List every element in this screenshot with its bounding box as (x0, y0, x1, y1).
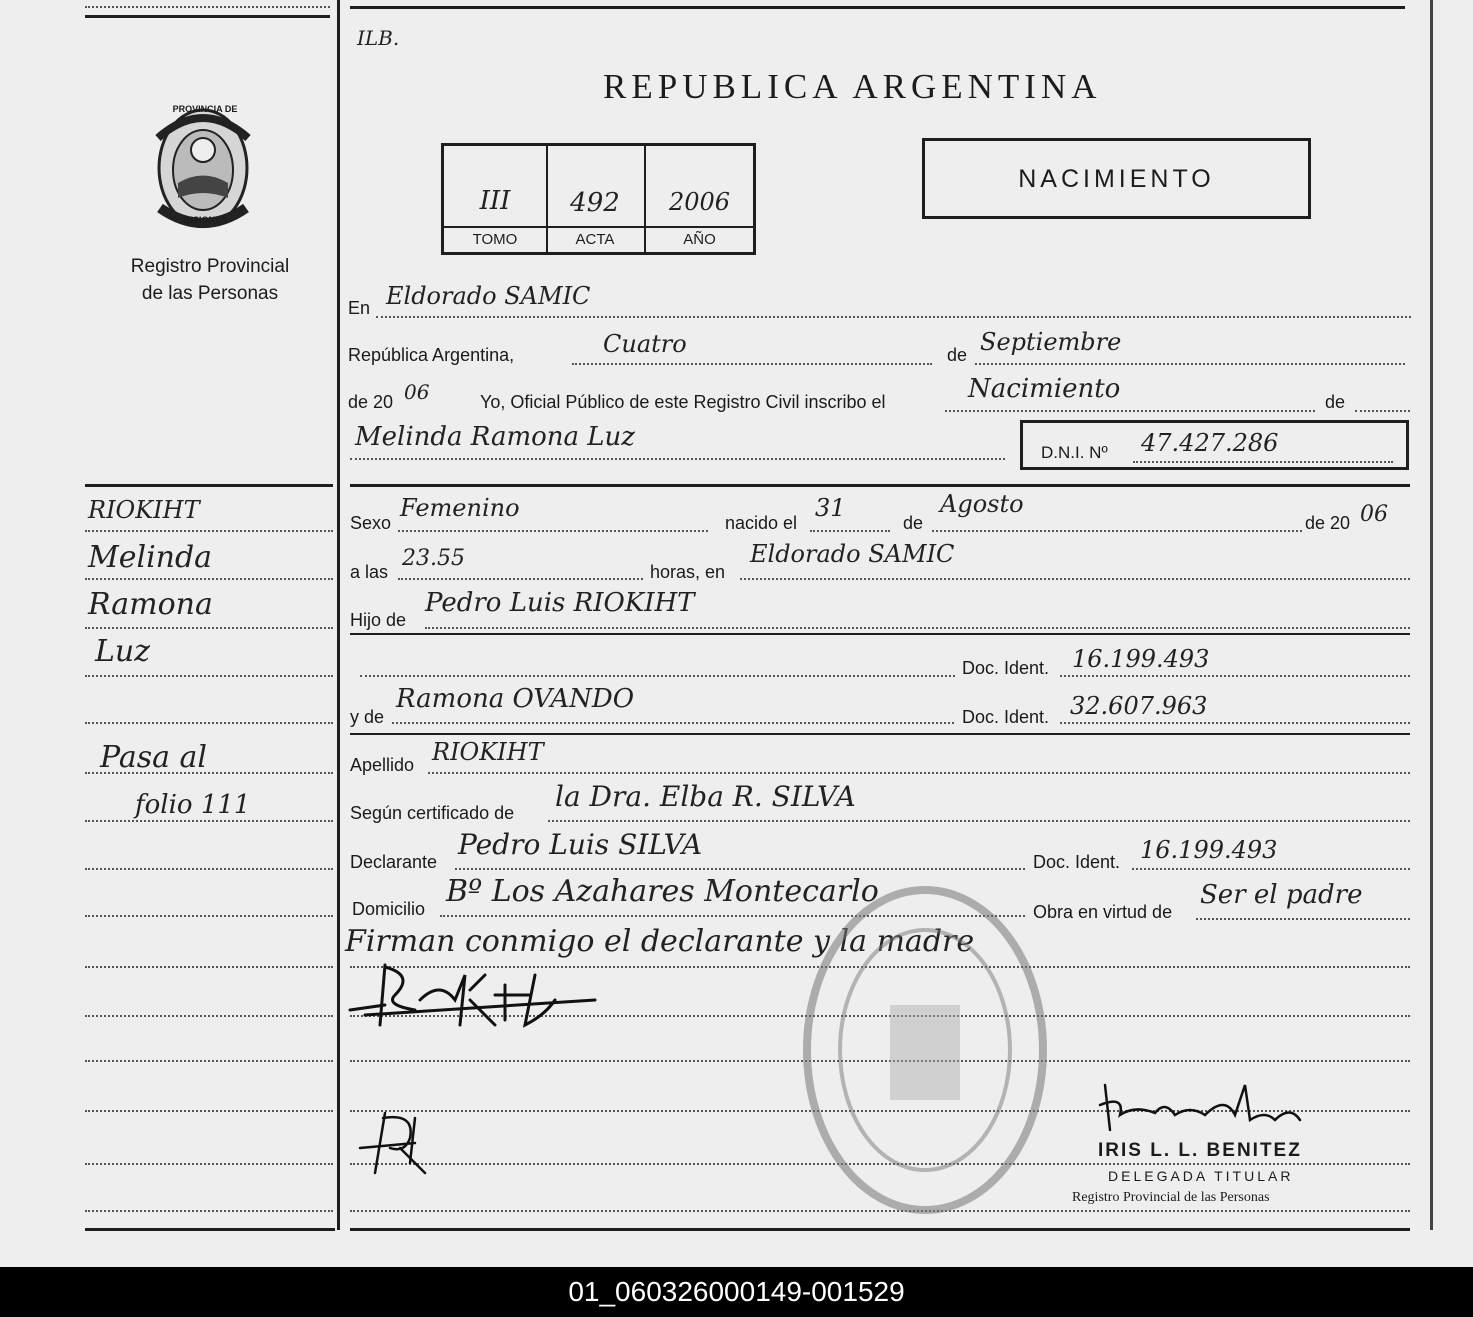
column-divider (337, 0, 340, 1230)
de-label-3: de (903, 513, 924, 533)
person-name: Melinda Ramona Luz (355, 422, 635, 452)
margin-name2: Ramona (88, 587, 213, 622)
birth-month: Agosto (940, 490, 1024, 518)
domicilio-value: Bº Los Azahares Montecarlo (446, 874, 879, 909)
year-prefix-label: de 20 (348, 392, 394, 412)
margin-name1: Melinda (88, 540, 213, 575)
dni-value: 47.427.286 (1141, 429, 1279, 457)
acta-value: 492 (570, 188, 620, 218)
document-type-box: NACIMIENTO (922, 138, 1311, 219)
birth-year-suffix: 06 (1360, 502, 1388, 527)
birth-year-prefix: de 20 (1305, 513, 1351, 533)
dni-label: D.N.I. Nº (1041, 443, 1108, 462)
margin-surname: RIOKIHT (88, 496, 200, 524)
de-label: de (947, 345, 968, 365)
page-title: REPUBLICA ARGENTINA (603, 67, 1102, 106)
official-org: Registro Provincial de las Personas (1072, 1190, 1270, 1205)
apellido-value: RIOKIHT (432, 738, 544, 766)
anio-value: 2006 (668, 188, 731, 216)
yo-label: Yo, Oficial Público de este Registro Civil inscribo el (480, 392, 886, 412)
father-name: Pedro Luis RIOKIHT (425, 588, 695, 618)
margin-pasa2: folio 111 (135, 790, 251, 820)
seal-text-top: PROVINCIA DE (172, 104, 238, 114)
inscribe-value: Nacimiento (968, 374, 1121, 404)
margin-pasa1: Pasa al (100, 740, 208, 775)
official-signature (1095, 1075, 1305, 1150)
en-label: En (348, 298, 371, 318)
place-value: Eldorado SAMIC (750, 540, 955, 568)
declarante-label: Declarante (350, 852, 438, 872)
domicilio-label: Domicilio (352, 899, 426, 919)
registry-name-line1: Registro Provincial (130, 256, 290, 277)
month-value: Septiembre (980, 328, 1122, 356)
republica-label: República Argentina, (348, 345, 515, 365)
declarante-doc: 16.199.493 (1140, 836, 1278, 864)
seal-text-bottom: MISIONES (182, 215, 227, 225)
official-title: DELEGADA TITULAR (1108, 1168, 1294, 1184)
right-border (1430, 0, 1433, 1230)
acta-label: ACTA (575, 231, 615, 248)
time-value: 23.55 (402, 546, 465, 571)
official-initials-signature (355, 1108, 445, 1183)
anio-label: AÑO (683, 231, 716, 248)
father-doc: 16.199.493 (1072, 645, 1210, 673)
father-doc-label: Doc. Ident. (962, 658, 1050, 678)
sexo-value: Femenino (400, 494, 520, 522)
day-value: Cuatro (603, 330, 687, 358)
official-name: IRIS L. L. BENITEZ (1098, 1140, 1302, 1161)
registry-name-line2: de las Personas (141, 283, 279, 304)
birth-day: 31 (815, 494, 846, 522)
image-id-footer: 01_060326000149-001529 (0, 1267, 1473, 1317)
hijo-label: Hijo de (350, 610, 407, 630)
alas-label: a las (350, 562, 389, 582)
yde-label: y de (350, 707, 385, 727)
declarant-signature (345, 955, 605, 1040)
declarante-doc-label: Doc. Ident. (1033, 852, 1121, 872)
top-dotted-line-left (85, 6, 330, 8)
margin-name3: Luz (95, 634, 151, 669)
nacido-label: nacido el (725, 513, 798, 533)
en-value: Eldorado SAMIC (386, 282, 591, 310)
obra-label: Obra en virtud de (1033, 902, 1173, 922)
tomo-value: III (479, 186, 511, 216)
mother-doc: 32.607.963 (1070, 692, 1208, 720)
obra-value: Ser el padre (1200, 880, 1363, 910)
official-stamp-icon (800, 880, 1050, 1225)
segun-label: Según certificado de (350, 803, 515, 823)
sexo-label: Sexo (350, 513, 392, 533)
declarante-value: Pedro Luis SILVA (458, 828, 703, 861)
record-table (441, 143, 756, 255)
de-label-2: de (1325, 392, 1346, 412)
dni-box (1020, 420, 1409, 470)
top-rule-right (350, 6, 1405, 9)
apellido-label: Apellido (350, 755, 415, 775)
certificado-value: la Dra. Elba R. SILVA (555, 780, 856, 813)
tomo-label: TOMO (472, 231, 518, 248)
firman-text: Firman conmigo el declarante y la madre (345, 924, 975, 959)
corner-note: ILB. (357, 26, 400, 50)
top-rule-left (85, 15, 330, 18)
horas-label: horas, en (650, 562, 726, 582)
year-suffix-value: 06 (404, 380, 430, 404)
mother-doc-label: Doc. Ident. (962, 707, 1050, 727)
mother-name: Ramona OVANDO (396, 684, 635, 714)
